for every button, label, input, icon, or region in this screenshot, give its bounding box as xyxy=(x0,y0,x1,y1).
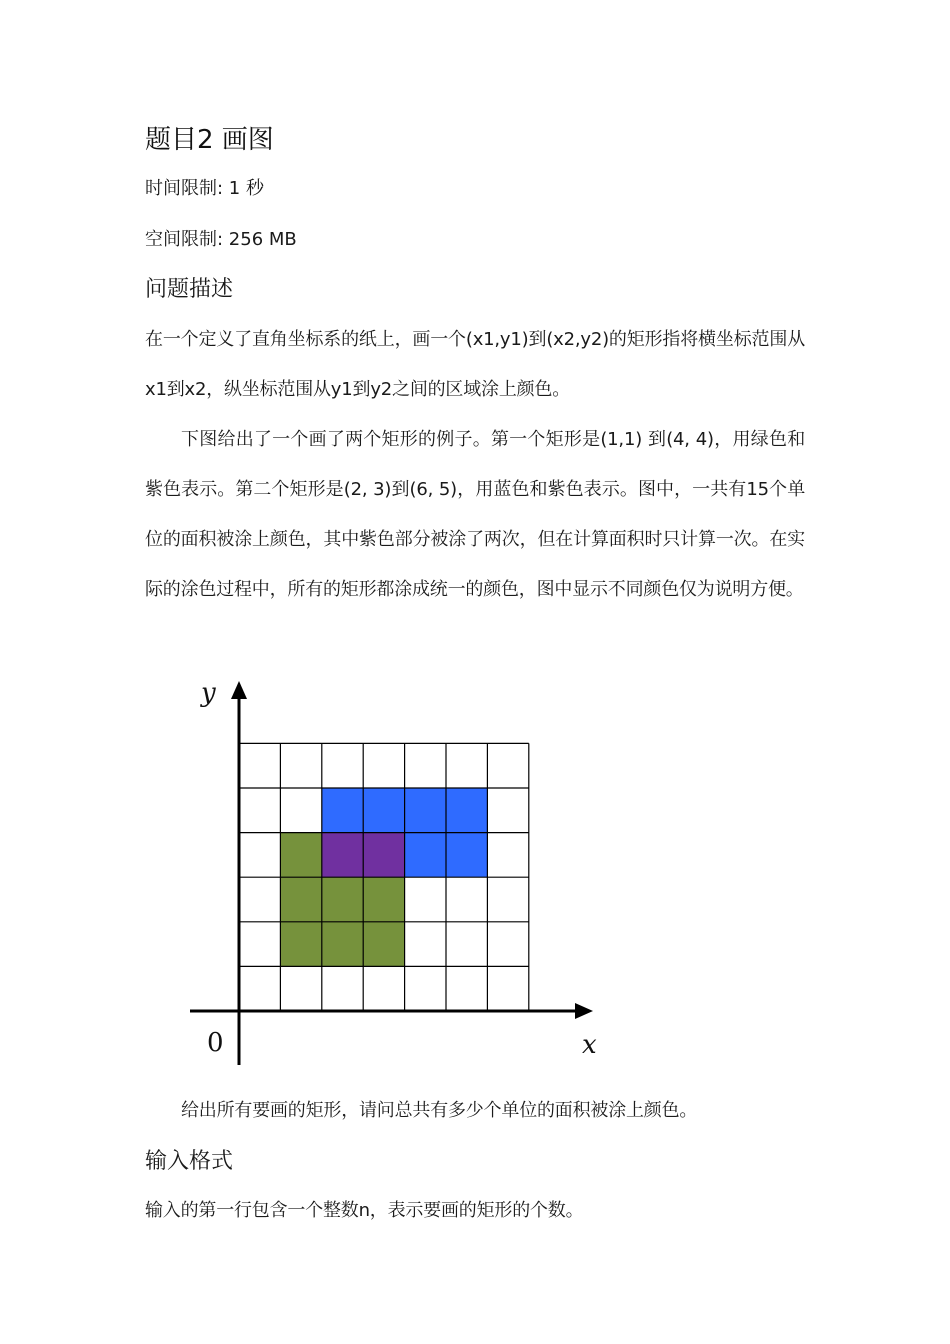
origin-label: 0 xyxy=(207,1028,224,1058)
grid-cell xyxy=(363,877,404,922)
grid-cell xyxy=(446,743,487,788)
grid-cell xyxy=(363,922,404,967)
memory-limit: 空间限制: 256 MB xyxy=(145,229,297,250)
grid-cell xyxy=(280,788,321,833)
grid-cell xyxy=(322,788,363,833)
grid-cell xyxy=(487,833,528,878)
grid-cell xyxy=(322,833,363,878)
grid-cell xyxy=(239,788,280,833)
grid-cell xyxy=(446,877,487,922)
problem-description-heading: 问题描述 xyxy=(145,277,234,302)
grid-cell xyxy=(239,922,280,967)
grid-cell xyxy=(280,966,321,1011)
grid-cell xyxy=(446,966,487,1011)
grid-cell xyxy=(487,877,528,922)
grid-cell xyxy=(363,833,404,878)
grid-cell xyxy=(487,922,528,967)
grid-cell xyxy=(239,877,280,922)
grid-cell xyxy=(280,833,321,878)
x-axis-label: x xyxy=(582,1030,597,1060)
grid-cell xyxy=(405,833,446,878)
description-paragraph-2: 下图给出了一个画了两个矩形的例子。第一个矩形是(1,1) 到(4, 4)，用绿色和紫色表示。第二个矩形是(2, 3)到(6, 5)，用蓝色和紫色表示。图中，一共有15个单位的面积被涂上颜色，其中紫色部分被涂了两次，但在计算面积时只计算一次。在实际的涂色过程中，所有的矩形都涂成统一的颜色，图中显示不同颜色仅为说明方便。 xyxy=(145,429,805,600)
grid-cell xyxy=(405,743,446,788)
grid-cell xyxy=(363,743,404,788)
input-format-paragraph: 输入的第一行包含一个整数n，表示要画的矩形的个数。 xyxy=(145,1200,584,1221)
grid-cell xyxy=(446,833,487,878)
grid-cell xyxy=(405,788,446,833)
grid-cell xyxy=(487,788,528,833)
y-axis-arrow-icon xyxy=(231,681,247,699)
grid-cell xyxy=(239,743,280,788)
grid-cell xyxy=(446,922,487,967)
grid-cell xyxy=(280,922,321,967)
question-paragraph: 给出所有要画的矩形，请问总共有多少个单位的面积被涂上颜色。 xyxy=(181,1100,698,1121)
problem-title: 题目2 画图 xyxy=(145,125,274,155)
grid-cell xyxy=(487,966,528,1011)
grid-cell xyxy=(322,877,363,922)
grid-cell xyxy=(405,966,446,1011)
grid-cell xyxy=(239,833,280,878)
grid-cell xyxy=(322,743,363,788)
grid-cell xyxy=(363,788,404,833)
grid-cell xyxy=(322,966,363,1011)
grid-cell xyxy=(322,922,363,967)
x-axis-arrow-icon xyxy=(575,1003,593,1019)
grid-cell xyxy=(239,966,280,1011)
grid-cell xyxy=(280,743,321,788)
grid-cell xyxy=(487,743,528,788)
grid-cell xyxy=(280,877,321,922)
coordinate-grid-diagram xyxy=(185,675,610,1075)
rectangle-example-figure xyxy=(185,675,610,1075)
grid-cell xyxy=(405,877,446,922)
y-axis-label: y xyxy=(201,678,216,708)
description-paragraph-1: 在一个定义了直角坐标系的纸上，画一个(x1,y1)到(x2,y2)的矩形指将横坐标范围从x1到x2，纵坐标范围从y1到y2之间的区域涂上颜色。 xyxy=(145,329,805,400)
time-limit: 时间限制: 1 秒 xyxy=(145,178,264,199)
input-format-heading: 输入格式 xyxy=(145,1149,234,1174)
grid-cell xyxy=(446,788,487,833)
grid-cell xyxy=(363,966,404,1011)
grid-cell xyxy=(405,922,446,967)
